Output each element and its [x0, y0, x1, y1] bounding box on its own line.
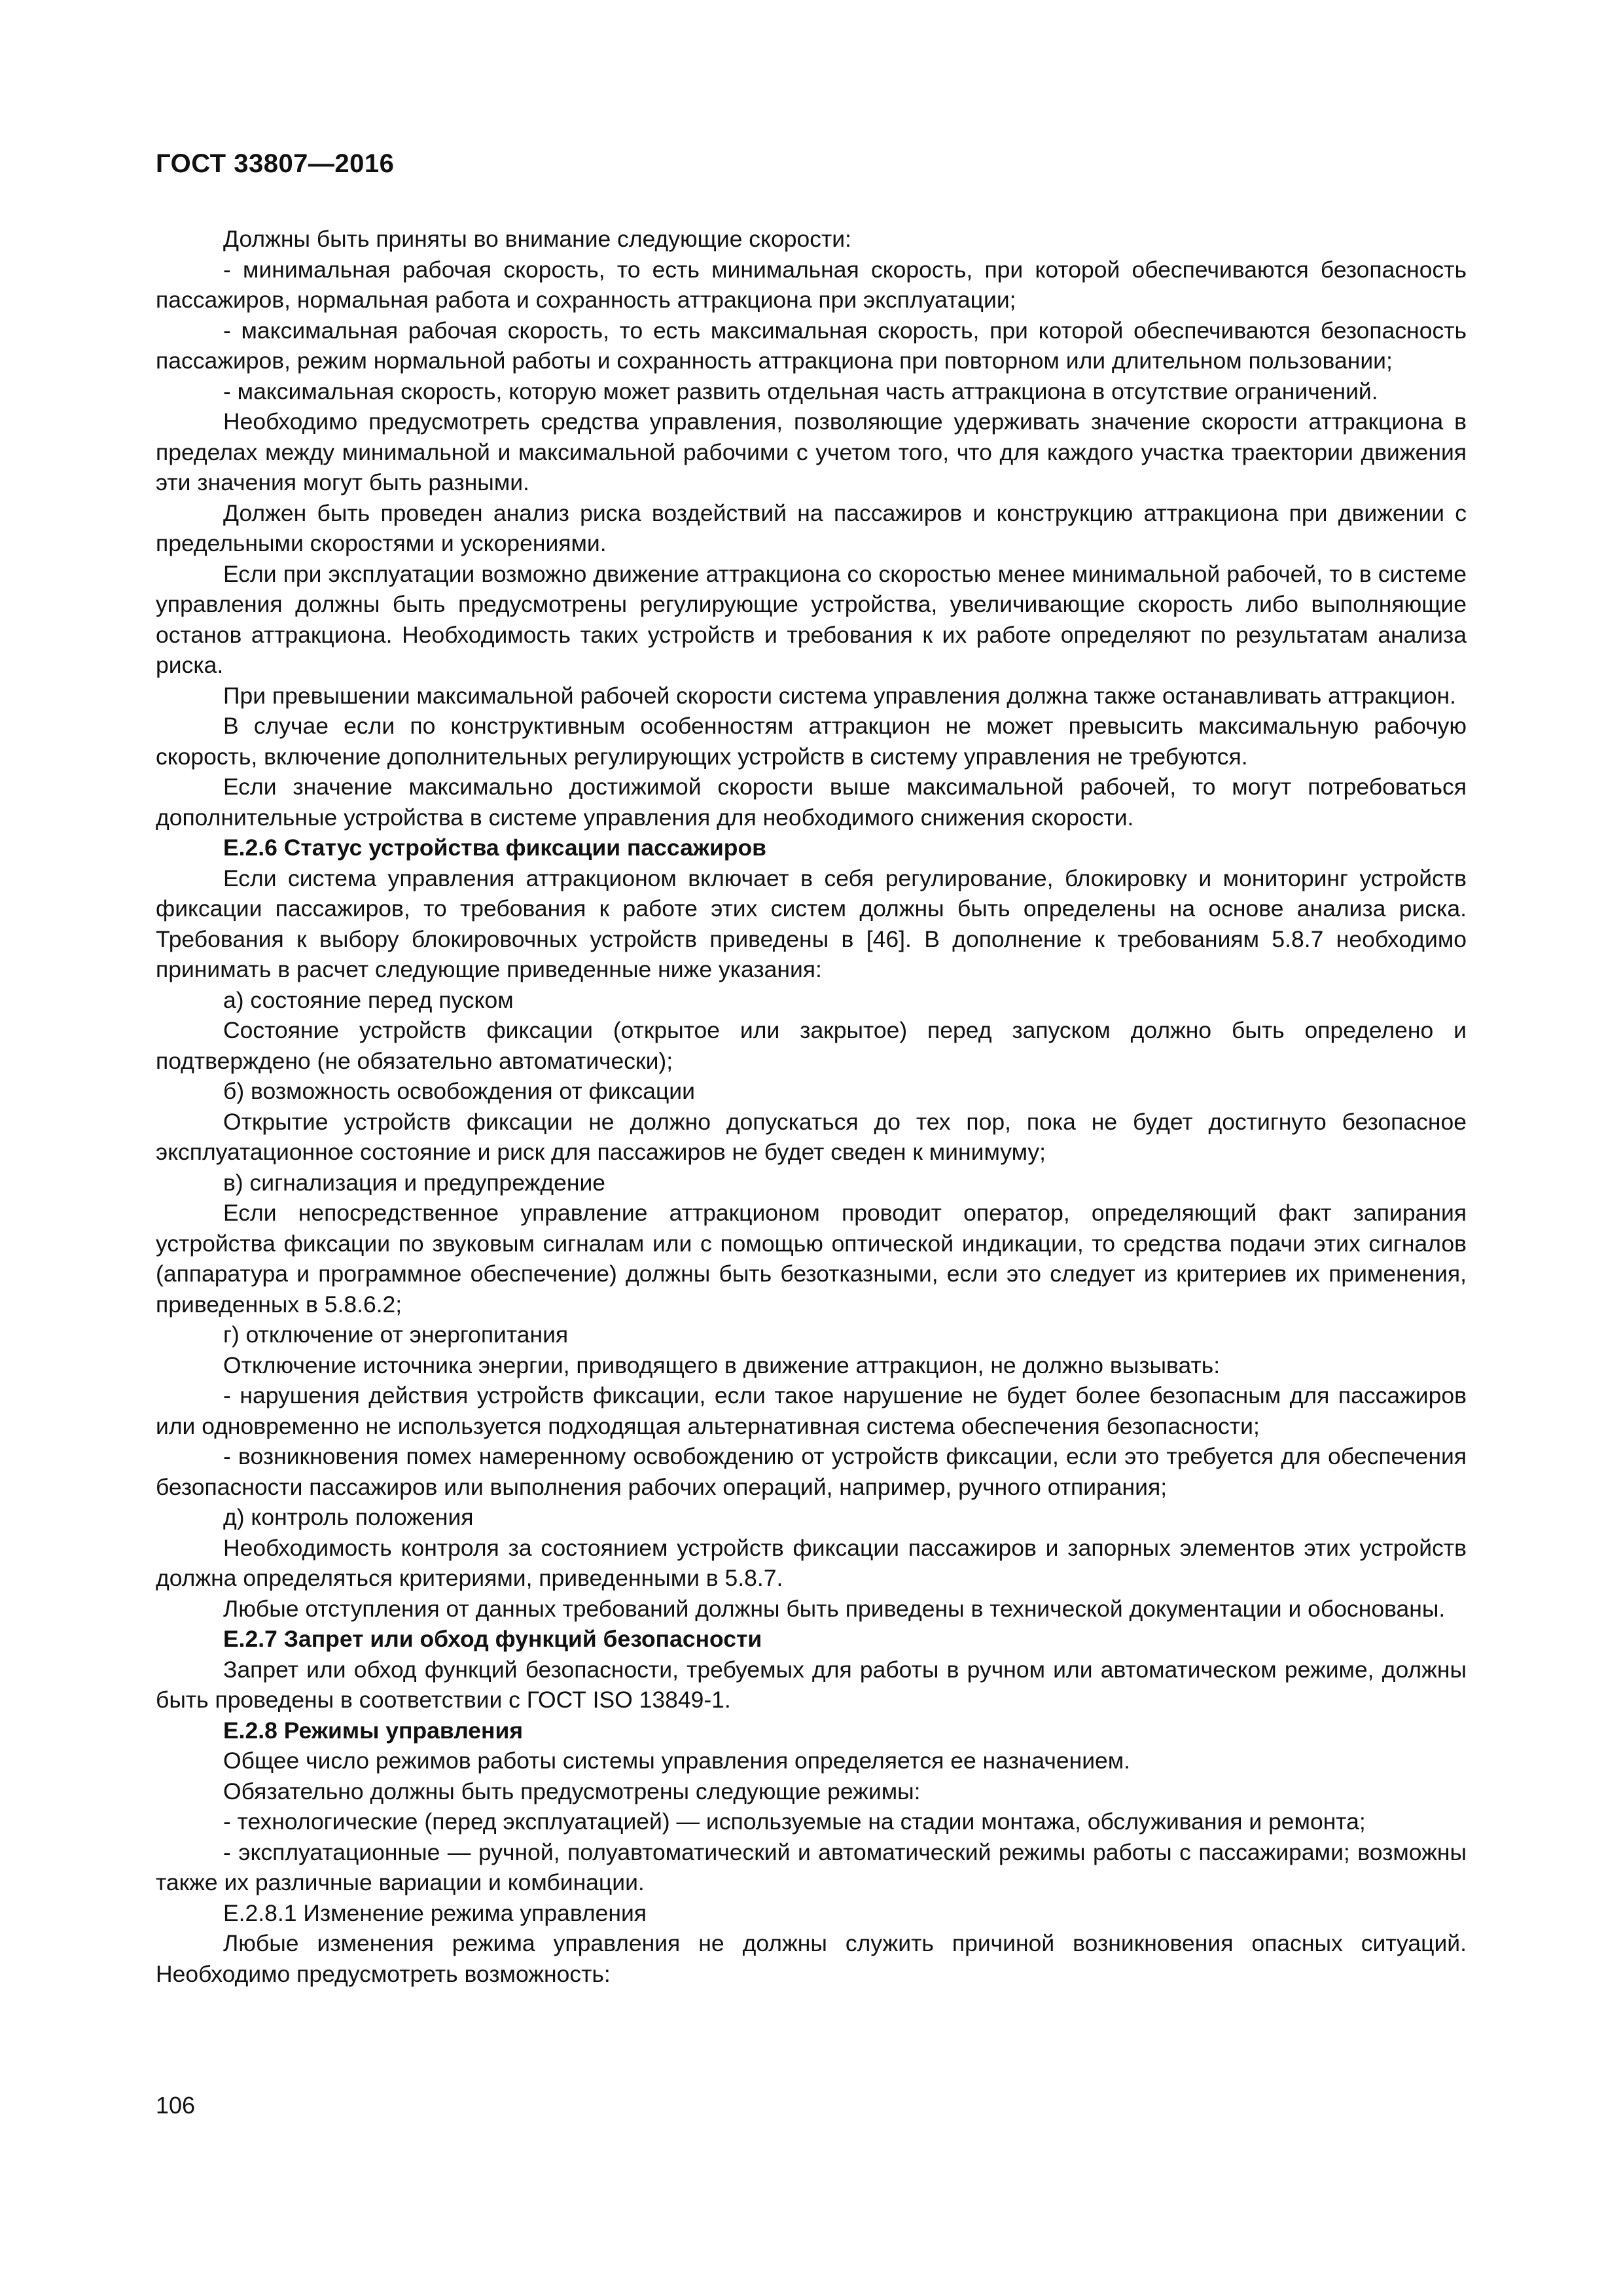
body-paragraph: б) возможность освобождения от фиксации [223, 1078, 695, 1104]
body-paragraph: Любые отступления от данных требований должны быть приведены в технической документации и обоснованы. [223, 1595, 1446, 1622]
body-paragraph: Если система управления аттракционом включает в себя регулирование, блокировку и мониторинг устройств фиксации пассажиров, то требования к работе этих систем должны быть определены на основе анализа риска. Требования к выбору блокировочных устройств приведены в [46]. В дополнение к требованиям 5.8.7 необходимо принимать в расчет следующие приведенные ниже указания: [156, 865, 1467, 982]
body-paragraph: При превышении максимальной рабочей скорости система управления должна также останавливать аттракцион. [223, 682, 1456, 709]
body-paragraph: Состояние устройств фиксации (открытое или закрытое) перед запуском должно быть определено и подтверждено (не обязательно автоматически); [156, 1017, 1467, 1074]
body-paragraph: - максимальная рабочая скорость, то есть максимальная скорость, при которой обеспечиваются безопасность пассажиров, режим нормальной работы и сохранность аттракциона при повторном или длительном пользовании; [156, 317, 1467, 374]
body-paragraph: - максимальная скорость, которую может развить отдельная часть аттракциона в отсутствие ограничений. [223, 378, 1378, 404]
body-paragraph: Необходимость контроля за состоянием устройств фиксации пассажиров и запорных элементов этих устройств должна определяться критериями, приведенными в 5.8.7. [156, 1534, 1467, 1591]
body-paragraph: - минимальная рабочая скорость, то есть минимальная скорость, при которой обеспечиваются безопасность пассажиров, нормальная работа и сохранность аттракциона при эксплуатации; [156, 256, 1467, 313]
body-paragraph: а) состояние перед пуском [223, 986, 514, 1013]
body-paragraph: Если непосредственное управление аттракционом проводит оператор, определяющий факт запирания устройства фиксации по звуковым сигналам или с помощью оптической индикации, то средства подачи этих сигналов (аппаратура и программное обеспечение) должны быть безотказными, если это следует из критериев их применения, приведенных в 5.8.6.2; [156, 1200, 1467, 1318]
body-paragraph: Е.2.8.1 Изменение режима управления [223, 1899, 647, 1926]
body-paragraph: - нарушения действия устройств фиксации, если такое нарушение не будет более безопасным для пассажиров или одновременно не используется подходящая альтернативная система обеспечения безопасности; [156, 1382, 1467, 1439]
body-paragraph: г) отключение от энергопитания [223, 1321, 569, 1348]
page-number: 106 [156, 2092, 196, 2119]
body-paragraph: Должны быть приняты во внимание следующие скорости: [223, 226, 851, 252]
body-paragraph: Необходимо предусмотреть средства управления, позволяющие удерживать значение скорости аттракциона в пределах между минимальной и максимальной рабочими с учетом того, что для каждого участка траектории движения эти значения могут быть разными. [156, 408, 1467, 495]
body-paragraph: Если при эксплуатации возможно движение аттракциона со скоростью менее минимальной рабочей, то в системе управления должны быть предусмотрены регулирующие устройства, увеличивающие скорость либо выполняющие останов аттракциона. Необходимость таких устройств и требования к их работе определяют по результатам анализа риска. [156, 560, 1467, 678]
body-paragraph: д) контроль положения [223, 1504, 474, 1530]
body-paragraph: - эксплуатационные — ручной, полуавтоматический и автоматический режимы работы с пассажирами; возможны также их различные вариации и комбинации. [156, 1839, 1467, 1895]
body-paragraph: - возникновения помех намеренному освобождению от устройств фиксации, если это требуется для обеспечения безопасности пассажиров или выполнения рабочих операций, например, ручного отпирания; [156, 1443, 1467, 1500]
body-paragraph: - технологические (перед эксплуатацией) — используемые на стадии монтажа, обслуживания и ремонта; [223, 1808, 1366, 1835]
body-paragraph: Запрет или обход функций безопасности, требуемых для работы в ручном или автоматическом режиме, должны быть проведены в соответствии с ГОСТ ISO 13849-1. [156, 1656, 1467, 1713]
body-paragraph: Обязательно должны быть предусмотрены следующие режимы: [223, 1778, 921, 1804]
subsection-heading: Е.2.6 Статус устройства фиксации пассажиров [223, 834, 767, 861]
subsection-heading: Е.2.7 Запрет или обход функций безопасности [223, 1626, 762, 1652]
body-paragraph: Открытие устройств фиксации не должно допускаться до тех пор, пока не будет достигнуто безопасное эксплуатационное состояние и риск для пассажиров не будет сведен к минимуму; [156, 1108, 1467, 1165]
body-paragraph: в) сигнализация и предупреждение [223, 1169, 606, 1196]
body-paragraph: Если значение максимально достижимой скорости выше максимальной рабочей, то могут потребоваться дополнительные устройства в системе управления для необходимого снижения скорости. [156, 774, 1467, 831]
subsection-heading: Е.2.8 Режимы управления [223, 1717, 524, 1744]
body-paragraph: Любые изменения режима управления не должны служить причиной возникновения опасных ситуаций. Необходимо предусмотреть возможность: [156, 1930, 1467, 1987]
body-paragraph: В случае если по конструктивным особенностям аттракцион не может превысить максимальную рабочую скорость, включение дополнительных регулирующих устройств в систему управления не требуются. [156, 713, 1467, 770]
body-paragraph: Общее число режимов работы системы управления определяется ее назначением. [223, 1748, 1131, 1774]
body-paragraph: Должен быть проведен анализ риска воздействий на пассажиров и конструкцию аттракциона при движении с предельными скоростями и ускорениями. [156, 499, 1467, 556]
body-paragraph: Отключение источника энергии, приводящего в движение аттракцион, не должно вызывать: [223, 1352, 1221, 1378]
document-header: ГОСТ 33807—2016 [156, 149, 395, 178]
document-body [156, 224, 1467, 1989]
